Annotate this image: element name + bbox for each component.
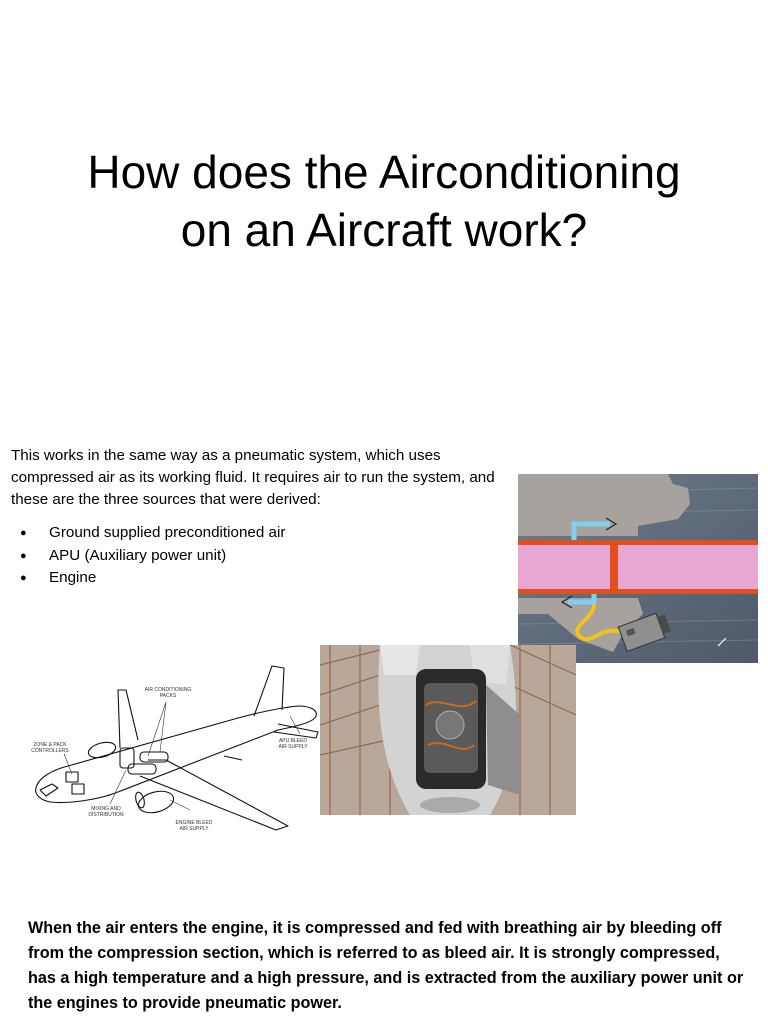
label-apu-2: AIR SUPPLY — [278, 744, 308, 750]
engine-far-nacelle — [87, 740, 118, 761]
open-panel-left — [380, 645, 420, 675]
list-item — [11, 522, 285, 545]
apu-bay-photo — [320, 645, 576, 815]
label-mixing-2: DISTRIBUTION — [88, 812, 124, 818]
duct-section-right — [618, 545, 758, 589]
main-wing-far — [118, 690, 138, 748]
bullet-icon: ● — [20, 549, 27, 562]
bullet-icon: ● — [20, 527, 27, 539]
duct-cross-section-image — [518, 474, 758, 663]
tail-cone — [420, 797, 480, 813]
main-wing-near — [140, 760, 288, 830]
label-ac-packs-1: AIR CONDITIONING — [144, 687, 192, 693]
label-ac-packs-2: PACKS — [159, 693, 177, 699]
label-engine-2: AIR SUPPLY — [179, 826, 209, 832]
page-title — [0, 143, 768, 259]
duct-cross-section-svg — [518, 474, 758, 663]
aircraft-diagram-svg — [28, 660, 320, 838]
air-sources-list — [11, 522, 285, 590]
cockpit-windows — [40, 784, 58, 796]
label-engine-1: ENGINE BLEED — [175, 820, 213, 826]
zone-controller-2 — [72, 784, 84, 794]
label-apu-1: APU BLEED — [278, 738, 308, 744]
aircraft-system-diagram — [28, 660, 320, 838]
list-item — [11, 567, 285, 590]
bullet-icon: ● — [20, 572, 27, 584]
list-item — [11, 545, 285, 568]
title-line-1: How does the Airconditioning — [87, 145, 681, 198]
fuselage-outline — [36, 706, 317, 803]
door-line — [224, 756, 242, 760]
label-zone-1: ZONE & PACK — [33, 742, 67, 748]
ac-pack-1 — [128, 764, 156, 774]
title-line-2: on an Aircraft work? — [180, 203, 588, 256]
apu-compressor — [436, 711, 464, 739]
intro-paragraph: This works in the same way as a pneumatic system, which uses compressed air as its working fluid. It requires air to run the system, and these are the three sources that were derived: — [11, 447, 495, 508]
label-mixing-1: MIXING AND — [91, 806, 121, 812]
list-item-text: Engine — [49, 569, 97, 586]
duct-section-left — [518, 545, 610, 589]
list-item-text: Ground supplied preconditioned air — [49, 524, 286, 541]
apu-bay-svg — [320, 645, 576, 815]
list-item-text: APU (Auxiliary power unit) — [49, 546, 227, 564]
label-zone-2: CONTROLLERS — [31, 748, 69, 754]
engine-near-nacelle — [136, 788, 176, 817]
bleed-air-paragraph: When the air enters the engine, it is compressed and fed with breathing air by bleeding off from the compression section, which is referred to as bleed air. It is strongly compressed, has a high temperature and a high pressure, and is extracted from the auxiliary power unit or the engines to provide pneumatic power. — [28, 919, 744, 1012]
